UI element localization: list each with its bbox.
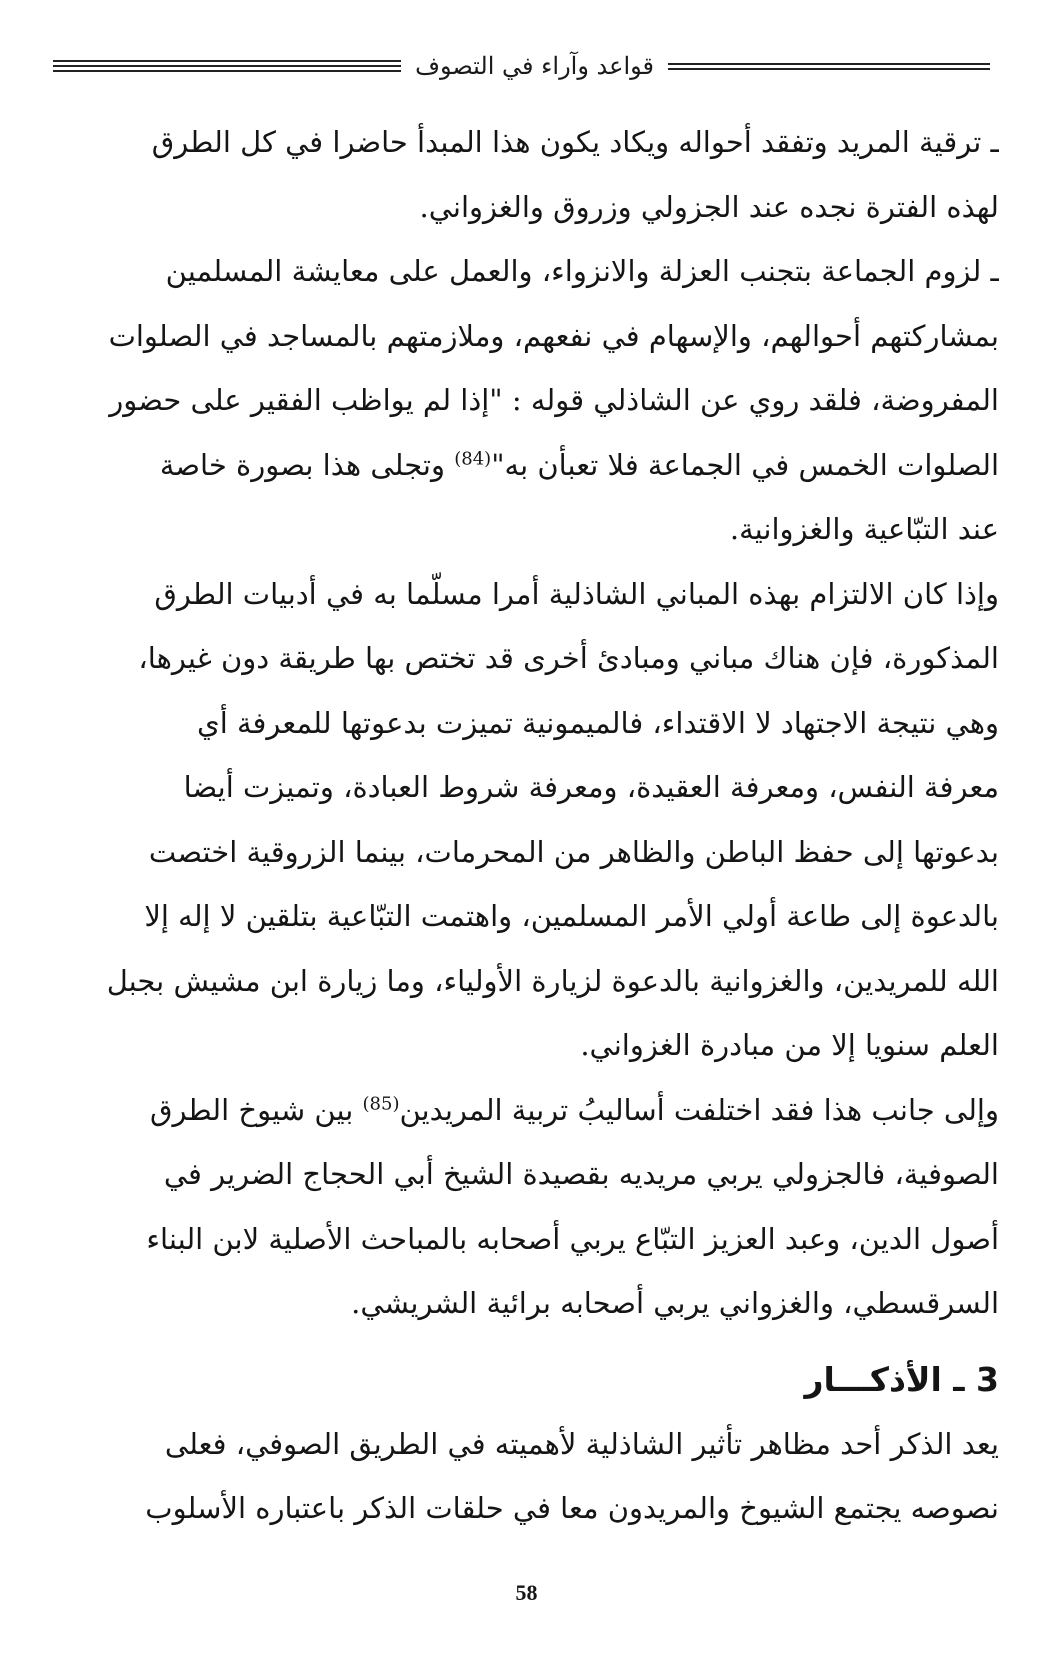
text-line: الله للمريدين، والغزوانية بالدعوة لزيارة الأولياء، وما زيارة ابن مشيش بجبل: [106, 963, 999, 998]
page-number: 58: [515, 1580, 538, 1605]
section-paragraph: [44, 1412, 999, 1541]
text-line: ـ ترقية المريد وتفقد أحواله ويكاد يكون هذا المبدأ حاضرا في كل الطرق: [151, 125, 999, 159]
text-line: السرقسطي، والغزواني يربي أصحابه برائية الشريشي.: [351, 1286, 999, 1320]
text-line: [44, 433, 999, 498]
text-line: معرفة النفس، ومعرفة العقيدة، ومعرفة شروط العبادة، وتميزت أيضا: [183, 770, 999, 804]
body-text: [44, 110, 999, 1541]
text-segment: بين شيوخ الطرق: [150, 1092, 363, 1127]
text-line: يعد الذكر أحد مظاهر تأثير الشاذلية لأهميته في الطريق الصوفي، فعلى: [164, 1426, 999, 1461]
footnote-ref-84: (84): [454, 447, 492, 469]
text-line: العلم سنويا إلا من مبادرة الغزواني.: [580, 1028, 999, 1062]
header-rule-left: [53, 60, 401, 72]
text-line: لهذه الفترة نجده عند الجزولي وزروق والغزواني.: [419, 189, 999, 224]
text-line: نصوصه يجتمع الشيوخ والمريدون معا في حلقات الذكر باعتباره الأسلوب: [145, 1491, 999, 1525]
text-line: [44, 1078, 999, 1143]
text-line: بدعوتها إلى حفظ الباطن والظاهر من المحرمات، بينما الزروقية اختصت: [148, 834, 999, 869]
text-line: عند التبّاعية والغزوانية.: [729, 512, 999, 546]
paragraph-4: [44, 1078, 999, 1336]
text-line: المفروضة، فلقد روي عن الشاذلي قوله : "إذا لم يواظب الفقير على حضور: [109, 383, 999, 417]
paragraph-3: [44, 562, 999, 1078]
text-line: وإذا كان الالتزام بهذه المباني الشاذلية أمرا مسلّما به في أدبيات الطرق: [154, 576, 999, 611]
header-rule-right: [668, 63, 990, 70]
text-line: أصول الدين، وعبد العزيز التبّاع يربي أصحابه بالمباحث الأصلية لابن البناء: [146, 1221, 999, 1256]
paragraph-1: [44, 110, 999, 239]
text-line: الصوفية، فالجزولي يربي مريديه بقصيدة الشيخ أبي الحجاج الضرير في: [163, 1157, 999, 1191]
text-segment: وتجلى هذا بصورة خاصة: [159, 447, 455, 482]
section-heading: 3 ـ الأذكـــار: [804, 1359, 999, 1399]
text-segment: الصلوات الخمس في الجماعة فلا تعبأن به": [491, 447, 999, 482]
text-line: بمشاركتهم أحوالهم، والإسهام في نفعهم، وملازمتهم بالمساجد في الصلوات: [108, 318, 999, 353]
paragraph-2: [44, 239, 999, 562]
text-segment: وإلى جانب هذا فقد اختلفت أساليبُ تربية المريدين: [399, 1092, 999, 1127]
text-line: المذكورة، فإن هناك مباني ومبادئ أخرى قد تختص بها طريقة دون غيرها،: [138, 641, 999, 675]
text-line: بالدعوة إلى طاعة أولي الأمر المسلمين، واهتمت التبّاعية بتلقين لا إله إلا: [144, 899, 999, 933]
text-line: وهي نتيجة الاجتهاد لا الاقتداء، فالميمونية تميزت بدعوتها للمعرفة أي: [197, 705, 999, 740]
running-header-title: قواعد وآراء في التصوف: [415, 52, 654, 80]
running-header: [40, 50, 990, 82]
footnote-ref-85: (85): [362, 1092, 400, 1114]
text-line: ـ لزوم الجماعة بتجنب العزلة والانزواء، والعمل على معايشة المسلمين: [165, 254, 999, 288]
